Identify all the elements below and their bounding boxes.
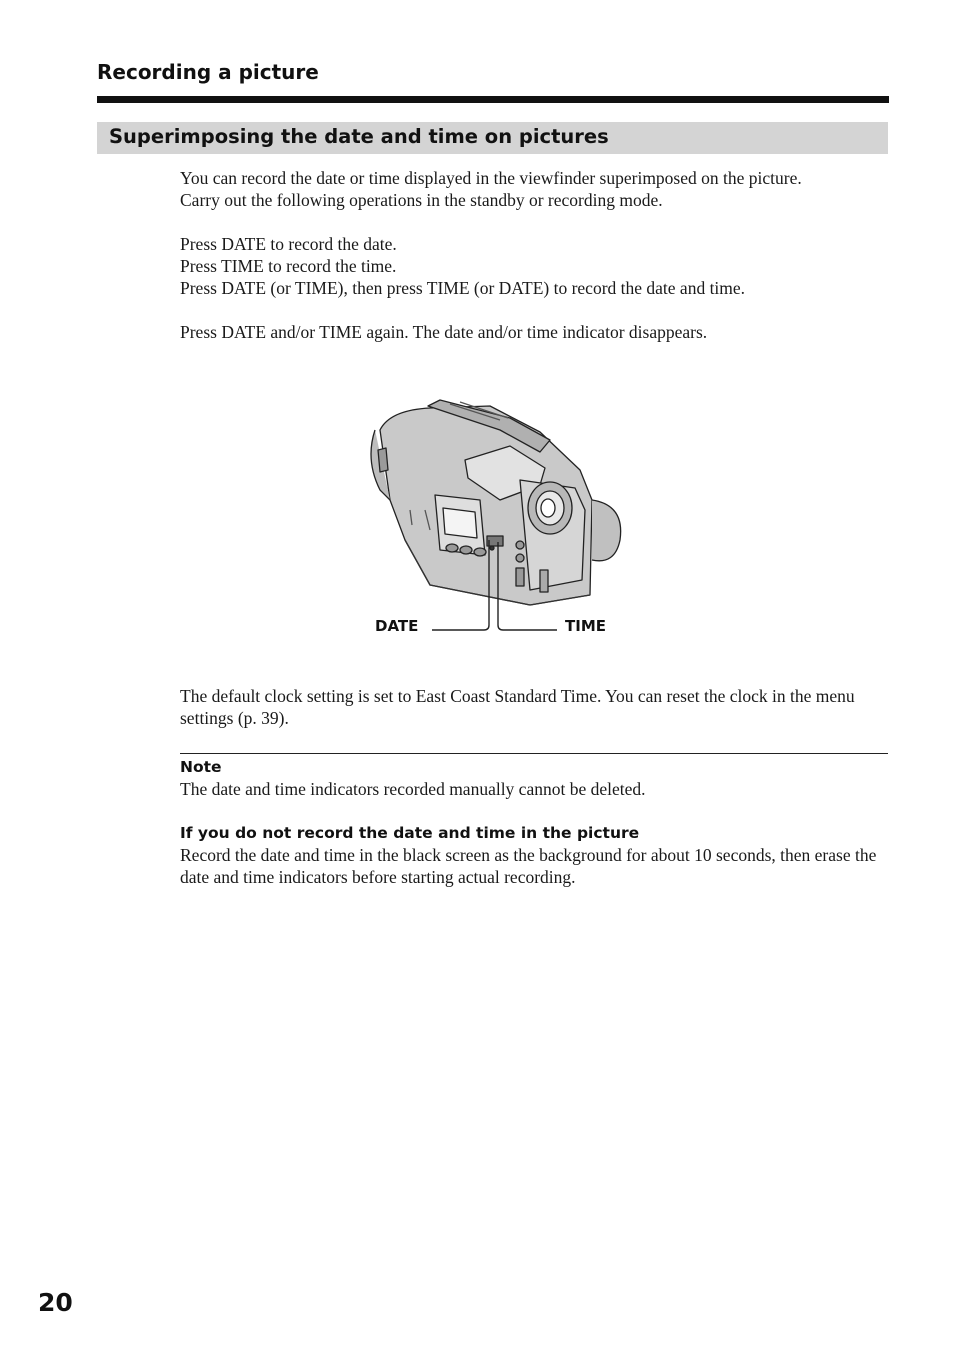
tip-heading: If you do not record the date and time in the picture (180, 824, 640, 842)
note-rule (180, 753, 888, 754)
intro-block (180, 167, 880, 343)
note-block (180, 756, 880, 888)
camcorder-illustration (350, 390, 640, 650)
running-head: Recording a picture (97, 60, 319, 84)
step-date: Press DATE to record the date. (180, 234, 397, 254)
time-callout-label: TIME (565, 617, 606, 635)
page-number: 20 (38, 1288, 73, 1317)
camcorder-drawing (350, 390, 640, 650)
tip-text: Record the date and time in the black screen as the background for about 10 seconds, then erase the date and time indicators before starting actual recording. (180, 845, 877, 887)
note-text: The date and time indicators recorded manually cannot be deleted. (180, 779, 646, 799)
intro-paragraph-2: Carry out the following operations in the standby or recording mode. (180, 190, 663, 210)
date-callout-label: DATE (375, 617, 419, 635)
step-time: Press TIME to record the time. (180, 256, 397, 276)
section-heading-band (97, 122, 888, 154)
step-date-and-time: Press DATE (or TIME), then press TIME (or DATE) to record the date and time. (180, 278, 746, 298)
section-title: Superimposing the date and time on pictures (109, 125, 609, 148)
note-heading: Note (180, 758, 222, 776)
cancel-instruction: Press DATE and/or TIME again. The date and/or time indicator disappears. (180, 322, 708, 342)
clock-note-block (180, 685, 880, 729)
header-rule (97, 96, 889, 103)
clock-paragraph: The default clock setting is set to East Coast Standard Time. You can reset the clock in the menu settings (p. 39). (180, 686, 855, 728)
intro-paragraph: You can record the date or time displayed in the viewfinder superimposed on the picture. (180, 168, 802, 188)
